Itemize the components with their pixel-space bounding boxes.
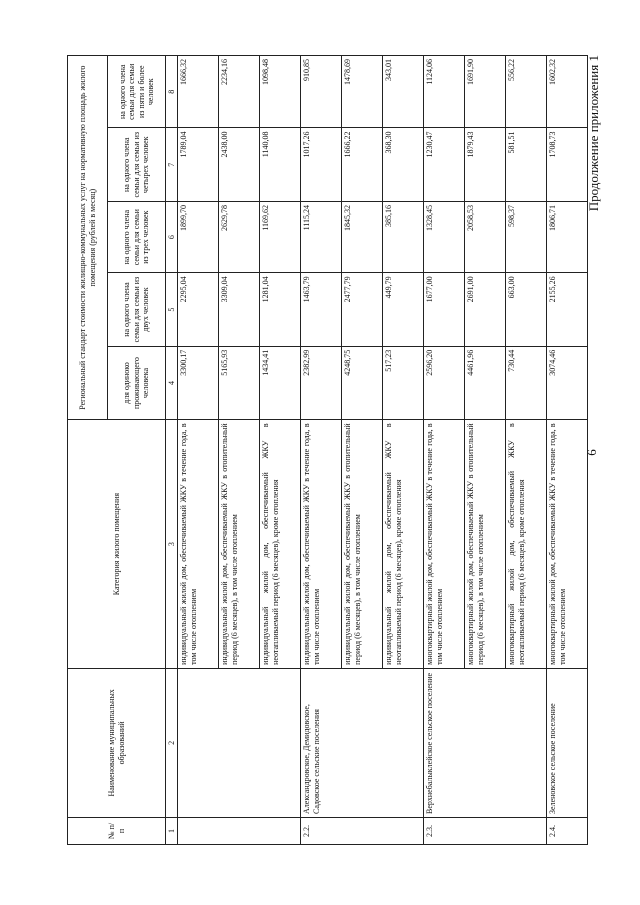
value-family-2: 2295,04 bbox=[178, 273, 219, 346]
value-single: 4461,96 bbox=[465, 346, 506, 419]
category-cell: многоквартирный жилой дом, обеспечиваемый ЖКУ в течение года, в том числе отоплением bbox=[547, 420, 588, 669]
value-family-5: 1478,69 bbox=[342, 56, 383, 129]
category-cell: многоквартирный жилой дом, обеспечиваемый ЖКУ в неотапливаемый период (6 месяцев), кроме отопления bbox=[506, 420, 547, 669]
value-family-2: 3309,04 bbox=[219, 273, 260, 346]
value-family-4: 2438,00 bbox=[219, 128, 260, 201]
value-family-4: 1140,08 bbox=[260, 128, 301, 201]
value-family-4: 368,30 bbox=[383, 128, 424, 201]
header-no: № п/п bbox=[68, 817, 166, 844]
value-family-4: 1879,43 bbox=[465, 128, 506, 201]
column-number: 3 bbox=[166, 420, 178, 669]
category-cell: индивидуальный жилой дом, обеспечиваемый ЖКУ в течение года, в том числе отоплением bbox=[301, 420, 342, 669]
value-single: 1434,41 bbox=[260, 346, 301, 419]
value-family-5: 343,01 bbox=[383, 56, 424, 129]
column-number-row bbox=[166, 56, 178, 845]
value-family-3: 1899,70 bbox=[178, 201, 219, 272]
category-cell: индивидуальный жилой дом, обеспечиваемый ЖКУ в отопительный период (6 месяцев), в том числе отоплением bbox=[219, 420, 260, 669]
value-family-5: 1666,32 bbox=[178, 56, 219, 129]
table-row bbox=[424, 56, 465, 845]
header-sub-4: на одного члена семьи для семьи из четырех человек bbox=[108, 128, 166, 201]
value-single: 517,23 bbox=[383, 346, 424, 419]
column-number: 1 bbox=[166, 817, 178, 844]
value-family-4: 1789,04 bbox=[178, 128, 219, 201]
header-municipality: Наименование муниципальных образований bbox=[68, 668, 166, 817]
value-family-3: 2629,78 bbox=[219, 201, 260, 272]
category-cell: многоквартирный жилой дом, обеспечиваемый ЖКУ в отопительный период (6 месяцев), в том числе отоплением bbox=[465, 420, 506, 669]
table-row bbox=[301, 56, 342, 845]
column-number: 2 bbox=[166, 668, 178, 817]
value-single: 5165,93 bbox=[219, 346, 260, 419]
category-cell: индивидуальный жилой дом, обеспечиваемый ЖКУ в неотапливаемый период (6 месяцев), кроме отопления bbox=[383, 420, 424, 669]
value-family-5: 910,85 bbox=[301, 56, 342, 129]
value-family-3: 385,16 bbox=[383, 201, 424, 272]
page-number: 6 bbox=[584, 449, 599, 456]
value-single: 4248,75 bbox=[342, 346, 383, 419]
value-family-4: 581,51 bbox=[506, 128, 547, 201]
value-family-2: 663,00 bbox=[506, 273, 547, 346]
value-family-3: 1806,71 bbox=[547, 201, 588, 272]
header-sub-1: для одиноко проживающего человека bbox=[108, 346, 166, 419]
value-family-2: 1463,79 bbox=[301, 273, 342, 346]
row-number: 2.3. bbox=[424, 817, 547, 844]
value-single: 2382,99 bbox=[301, 346, 342, 419]
appendix-title: Продолжение приложения 1 bbox=[586, 55, 601, 212]
value-single: 3074,46 bbox=[547, 346, 588, 419]
municipality-cell: Верхнебалыклейское сельское поселение bbox=[424, 668, 547, 817]
column-number: 7 bbox=[166, 128, 178, 201]
value-family-5: 1098,48 bbox=[260, 56, 301, 129]
value-family-5: 1124,06 bbox=[424, 56, 465, 129]
value-family-5: 1602,32 bbox=[547, 56, 588, 129]
category-cell: индивидуальный жилой дом, обеспечиваемый ЖКУ в неотапливаемый период (6 месяцев), кроме отопления bbox=[260, 420, 301, 669]
tariff-table bbox=[67, 55, 588, 845]
table-row bbox=[547, 56, 588, 845]
value-family-4: 1017,26 bbox=[301, 128, 342, 201]
value-family-2: 2477,79 bbox=[342, 273, 383, 346]
header-sub-2: на одного члена семьи для семьи из двух человек bbox=[108, 273, 166, 346]
value-family-3: 2058,53 bbox=[465, 201, 506, 272]
row-number: 2.4. bbox=[547, 817, 588, 844]
municipality-cell: Александровское, Демидовское, Садовское сельские поселения bbox=[301, 668, 424, 817]
value-family-5: 2234,16 bbox=[219, 56, 260, 129]
value-family-3: 598,37 bbox=[506, 201, 547, 272]
value-family-4: 1230,47 bbox=[424, 128, 465, 201]
value-family-3: 1328,45 bbox=[424, 201, 465, 272]
category-cell: индивидуальный жилой дом, обеспечиваемый ЖКУ в отопительный период (6 месяцев), в том числе отоплением bbox=[342, 420, 383, 669]
value-family-4: 1708,73 bbox=[547, 128, 588, 201]
value-family-4: 1666,22 bbox=[342, 128, 383, 201]
value-family-2: 449,79 bbox=[383, 273, 424, 346]
column-number: 8 bbox=[166, 56, 178, 129]
value-single: 730,44 bbox=[506, 346, 547, 419]
value-family-2: 2155,26 bbox=[547, 273, 588, 346]
header-sub-5: на одного члена семьи для семьи из пяти и более человек bbox=[108, 56, 166, 129]
value-family-5: 1691,90 bbox=[465, 56, 506, 129]
column-number: 5 bbox=[166, 273, 178, 346]
value-family-3: 1169,62 bbox=[260, 201, 301, 272]
header-group: Региональный стандарт стоимости жилищно-коммунальных услуг на нормативную площадь жилого помещения (рублей в месяц) bbox=[68, 56, 108, 420]
value-single: 3300,17 bbox=[178, 346, 219, 419]
category-cell: индивидуальный жилой дом, обеспечиваемый ЖКУ в течение года, в том числе отоплением bbox=[178, 420, 219, 669]
header-category: Категория жилого помещения bbox=[68, 420, 166, 669]
municipality-cell: Зеленовское сельское поселение bbox=[547, 668, 588, 817]
municipality-cell bbox=[178, 668, 301, 817]
column-number: 4 bbox=[166, 346, 178, 419]
value-family-2: 2691,00 bbox=[465, 273, 506, 346]
value-family-5: 556,22 bbox=[506, 56, 547, 129]
row-number: 2.2. bbox=[301, 817, 424, 844]
value-family-2: 1677,00 bbox=[424, 273, 465, 346]
value-single: 2596,20 bbox=[424, 346, 465, 419]
table-row bbox=[178, 56, 219, 845]
value-family-2: 1281,04 bbox=[260, 273, 301, 346]
row-number bbox=[178, 817, 301, 844]
header-sub-3: на одного члена семьи для семьи из трех человек bbox=[108, 201, 166, 272]
value-family-3: 1845,32 bbox=[342, 201, 383, 272]
column-number: 6 bbox=[166, 201, 178, 272]
value-family-3: 1115,24 bbox=[301, 201, 342, 272]
category-cell: многоквартирный жилой дом, обеспечиваемый ЖКУ в течение года, в том числе отоплением bbox=[424, 420, 465, 669]
